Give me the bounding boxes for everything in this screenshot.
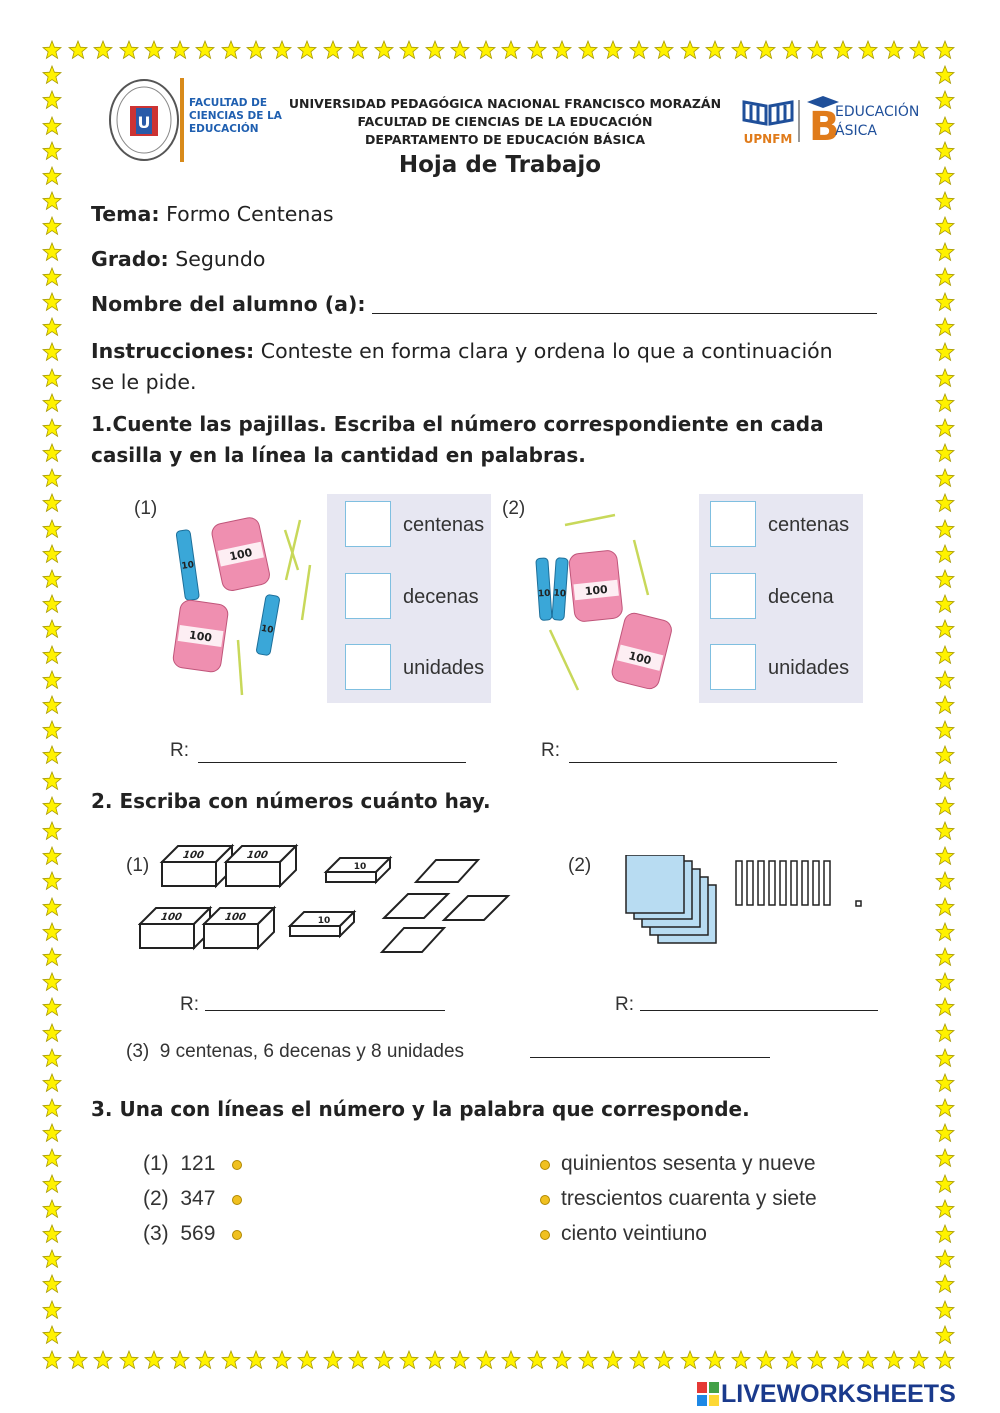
star-icon <box>731 1350 751 1370</box>
word-item-2: trescientos cuarenta y siete <box>561 1187 817 1210</box>
svg-text:100: 100 <box>180 849 206 861</box>
q1-answer-line-2[interactable] <box>569 762 837 763</box>
star-icon <box>93 1350 113 1370</box>
star-icon <box>476 1350 496 1370</box>
number-dot-1[interactable] <box>232 1160 242 1170</box>
star-icon <box>42 947 62 967</box>
star-icon <box>731 40 751 60</box>
star-icon <box>42 1325 62 1345</box>
star-icon <box>221 40 241 60</box>
svg-text:100: 100 <box>158 911 184 923</box>
star-icon <box>935 1174 955 1194</box>
word-dot-2[interactable] <box>540 1195 550 1205</box>
star-icon <box>858 40 878 60</box>
label-unidades-2: unidades <box>768 657 850 679</box>
star-icon <box>501 40 521 60</box>
star-icon <box>42 1098 62 1118</box>
star-icon <box>93 40 113 60</box>
star-icon <box>42 368 62 388</box>
star-icon <box>42 267 62 287</box>
star-icon <box>935 922 955 942</box>
q1-answer-line-1[interactable] <box>198 762 466 763</box>
star-icon <box>221 1350 241 1370</box>
star-icon <box>297 40 317 60</box>
star-icon <box>42 1300 62 1320</box>
star-icon <box>170 1350 190 1370</box>
star-icon <box>935 519 955 539</box>
star-icon <box>935 65 955 85</box>
university-name: UNIVERSIDAD PEDAGÓGICA NACIONAL FRANCISCO MORAZÁN <box>288 96 722 111</box>
star-icon <box>909 1350 929 1370</box>
department-name: DEPARTAMENTO DE EDUCACIÓN BÁSICA <box>365 132 645 147</box>
star-icon <box>552 1350 572 1370</box>
decenas-box-1[interactable] <box>345 573 391 619</box>
star-icon <box>42 342 62 362</box>
star-icon <box>807 40 827 60</box>
star-icon <box>374 40 394 60</box>
star-icon <box>246 1350 266 1370</box>
star-icon <box>935 1300 955 1320</box>
q1-ex1-number: (1) <box>134 498 158 519</box>
word-item-1: quinientos sesenta y nueve <box>561 1152 816 1175</box>
star-icon <box>450 40 470 60</box>
star-icon <box>935 1274 955 1294</box>
svg-text:B: B <box>809 104 840 144</box>
star-icon <box>705 1350 725 1370</box>
star-icon <box>42 871 62 891</box>
star-icon <box>935 418 955 438</box>
svg-text:10: 10 <box>537 588 551 600</box>
star-icon <box>935 1073 955 1093</box>
question-2: 2. Escriba con números cuánto hay. <box>91 789 491 813</box>
faculty-logo-bar <box>180 78 184 162</box>
star-icon <box>348 40 368 60</box>
star-icon <box>42 418 62 438</box>
star-icon <box>935 1350 955 1370</box>
star-icon <box>42 695 62 715</box>
star-icon <box>42 216 62 236</box>
star-icon <box>119 1350 139 1370</box>
star-icon <box>578 40 598 60</box>
star-icon <box>935 1123 955 1143</box>
instructions: Instrucciones: Conteste en forma clara y ordena lo que a continuación se le pide. <box>91 339 833 394</box>
star-icon <box>42 191 62 211</box>
star-icon <box>935 821 955 841</box>
star-icon <box>42 997 62 1017</box>
star-icon <box>42 468 62 488</box>
star-icon <box>42 493 62 513</box>
star-icon <box>42 594 62 614</box>
q2-answer-label-1: R: <box>180 994 199 1015</box>
svg-text:10: 10 <box>353 862 367 872</box>
star-icon <box>782 40 802 60</box>
star-icon <box>935 1199 955 1219</box>
star-icon <box>935 619 955 639</box>
star-icon <box>578 1350 598 1370</box>
star-icon <box>935 1148 955 1168</box>
star-icon <box>935 317 955 337</box>
svg-text:U: U <box>137 113 151 132</box>
number-item-2: (2) 347 <box>143 1187 216 1210</box>
star-icon <box>501 1350 521 1370</box>
star-icon <box>935 292 955 312</box>
star-icon <box>42 1350 62 1370</box>
star-icon <box>42 1249 62 1269</box>
star-icon <box>527 40 547 60</box>
base-ten-blocks-1 <box>138 838 518 958</box>
star-icon <box>935 1023 955 1043</box>
star-icon <box>399 1350 419 1370</box>
q2-answer-line-1[interactable] <box>205 1010 445 1011</box>
star-icon <box>935 1048 955 1068</box>
nombre-line: Nombre del alumno (a): <box>91 292 366 316</box>
star-icon <box>782 1350 802 1370</box>
star-icon <box>42 1199 62 1219</box>
label-centenas-2: centenas <box>768 514 850 536</box>
star-icon <box>935 1249 955 1269</box>
star-icon <box>935 1224 955 1244</box>
decena-box-2[interactable] <box>710 573 756 619</box>
word-dot-1[interactable] <box>540 1160 550 1170</box>
number-dot-2[interactable] <box>232 1195 242 1205</box>
grado-line: Grado: Segundo <box>91 247 266 271</box>
star-icon <box>603 1350 623 1370</box>
star-icon <box>705 40 725 60</box>
star-icon <box>756 1350 776 1370</box>
number-dot-3[interactable] <box>232 1230 242 1240</box>
star-icon <box>450 1350 470 1370</box>
label-decenas-1: decenas <box>403 586 479 608</box>
star-icon <box>935 267 955 287</box>
star-icon <box>272 1350 292 1370</box>
star-icon <box>935 720 955 740</box>
star-icon <box>884 40 904 60</box>
star-icon <box>119 40 139 60</box>
star-icon <box>935 141 955 161</box>
star-icon <box>935 695 955 715</box>
star-icon <box>42 116 62 136</box>
label-unidades-1: unidades <box>403 657 485 679</box>
star-icon <box>680 1350 700 1370</box>
star-icon <box>42 1123 62 1143</box>
q2-item3: (3) 9 centenas, 6 decenas y 8 unidades <box>126 1041 465 1062</box>
star-icon <box>833 40 853 60</box>
star-icon <box>935 368 955 388</box>
star-icon <box>42 166 62 186</box>
star-icon <box>42 972 62 992</box>
star-icon <box>654 1350 674 1370</box>
star-icon <box>858 1350 878 1370</box>
star-icon <box>935 1325 955 1345</box>
liveworksheets-icon <box>697 1382 719 1406</box>
star-icon <box>935 191 955 211</box>
star-icon <box>935 897 955 917</box>
tema-line: Tema: Formo Centenas <box>91 202 334 226</box>
star-icon <box>909 40 929 60</box>
svg-text:10: 10 <box>260 623 275 636</box>
star-icon <box>42 393 62 413</box>
star-icon <box>884 1350 904 1370</box>
star-icon <box>42 720 62 740</box>
star-icon <box>42 443 62 463</box>
star-icon <box>756 40 776 60</box>
star-icon <box>42 1023 62 1043</box>
star-icon <box>42 65 62 85</box>
q2-ex1-number: (1) <box>126 855 150 876</box>
q2-ex2-number: (2) <box>568 855 592 876</box>
star-icon <box>935 342 955 362</box>
page-title: Hoja de Trabajo <box>398 152 602 178</box>
star-icon <box>935 216 955 236</box>
word-dot-3[interactable] <box>540 1230 550 1240</box>
centenas-box-1[interactable] <box>345 501 391 547</box>
star-icon <box>680 40 700 60</box>
star-icon <box>42 242 62 262</box>
star-icon <box>935 90 955 110</box>
star-icon <box>144 40 164 60</box>
star-icon <box>42 569 62 589</box>
star-icon <box>195 40 215 60</box>
faculty-logo-text: FACULTAD DE CIENCIAS DE LA EDUCACIÓN <box>189 97 282 135</box>
star-icon <box>42 1048 62 1068</box>
star-icon <box>42 141 62 161</box>
question-1: 1.Cuente las pajillas. Escriba el número correspondiente en cada casilla y en la línea la cantidad en palabras. <box>91 412 824 467</box>
star-icon <box>42 1174 62 1194</box>
star-icon <box>935 771 955 791</box>
label-decena-2: decena <box>768 586 834 608</box>
centenas-box-2[interactable] <box>710 501 756 547</box>
star-icon <box>935 796 955 816</box>
educacion-basica-logo: B EDUCACIÓN ÁSICA <box>805 96 930 144</box>
star-icon <box>935 1098 955 1118</box>
q1-answer-label-2: R: <box>541 740 560 761</box>
star-icon <box>935 745 955 765</box>
svg-text:100: 100 <box>584 582 609 599</box>
star-icon <box>42 670 62 690</box>
q2-answer-label-2: R: <box>615 994 634 1015</box>
star-icon <box>348 1350 368 1370</box>
star-icon <box>935 40 955 60</box>
star-icon <box>935 544 955 564</box>
q2-answer-line-2[interactable] <box>640 1010 878 1011</box>
star-icon <box>42 90 62 110</box>
star-icon <box>42 1073 62 1093</box>
star-icon <box>935 393 955 413</box>
star-icon <box>833 1350 853 1370</box>
star-icon <box>42 1224 62 1244</box>
star-icon <box>807 1350 827 1370</box>
star-icon <box>42 645 62 665</box>
unidades-box-1[interactable] <box>345 644 391 690</box>
star-icon <box>42 1148 62 1168</box>
question-3: 3. Una con líneas el número y la palabra que corresponde. <box>91 1097 750 1121</box>
number-item-1: (1) 121 <box>143 1152 216 1175</box>
svg-text:10: 10 <box>180 560 195 572</box>
star-icon <box>246 40 266 60</box>
star-icon <box>654 40 674 60</box>
star-icon <box>42 292 62 312</box>
svg-text:100: 100 <box>222 911 248 923</box>
star-icon <box>42 796 62 816</box>
star-icon <box>272 40 292 60</box>
student-name-input[interactable] <box>372 313 877 314</box>
star-icon <box>935 116 955 136</box>
straws-illustration-1 <box>160 510 330 700</box>
q1-ex2-number: (2) <box>502 498 526 519</box>
faculty-seal-logo <box>108 78 180 162</box>
star-icon <box>935 468 955 488</box>
star-icon <box>144 1350 164 1370</box>
star-icon <box>68 1350 88 1370</box>
star-icon <box>42 771 62 791</box>
star-icon <box>425 40 445 60</box>
star-icon <box>374 1350 394 1370</box>
star-icon <box>629 40 649 60</box>
word-item-3: ciento veintiuno <box>561 1222 707 1245</box>
star-icon <box>42 40 62 60</box>
star-icon <box>527 1350 547 1370</box>
star-icon <box>935 242 955 262</box>
star-icon <box>42 519 62 539</box>
star-icon <box>935 947 955 967</box>
star-icon <box>42 544 62 564</box>
star-icon <box>935 569 955 589</box>
star-icon <box>629 1350 649 1370</box>
faculty-name: FACULTAD DE CIENCIAS DE LA EDUCACIÓN <box>357 114 653 129</box>
star-icon <box>935 166 955 186</box>
star-icon <box>68 40 88 60</box>
star-icon <box>42 897 62 917</box>
star-icon <box>935 846 955 866</box>
star-icon <box>42 1274 62 1294</box>
star-icon <box>552 40 572 60</box>
star-icon <box>476 40 496 60</box>
svg-text:100: 100 <box>627 649 653 668</box>
svg-text:100: 100 <box>228 545 254 564</box>
logo-divider <box>798 100 800 142</box>
star-icon <box>42 922 62 942</box>
star-icon <box>42 846 62 866</box>
star-icon <box>42 619 62 639</box>
header-institution <box>275 95 735 149</box>
star-icon <box>42 821 62 841</box>
star-icon <box>195 1350 215 1370</box>
star-icon <box>399 40 419 60</box>
unidades-box-2[interactable] <box>710 644 756 690</box>
star-icon <box>323 40 343 60</box>
q1-answer-label-1: R: <box>170 740 189 761</box>
star-icon <box>935 997 955 1017</box>
star-icon <box>935 594 955 614</box>
svg-text:10: 10 <box>317 916 331 926</box>
star-icon <box>323 1350 343 1370</box>
q2-item3-answer-line[interactable] <box>530 1057 770 1058</box>
star-icon <box>935 443 955 463</box>
label-centenas-1: centenas <box>403 514 485 536</box>
star-icon <box>425 1350 445 1370</box>
upnfm-logo: UPNFM <box>740 96 796 144</box>
star-icon <box>935 972 955 992</box>
star-icon <box>42 317 62 337</box>
straws-illustration-2 <box>530 510 700 700</box>
star-icon <box>935 493 955 513</box>
svg-text:100: 100 <box>188 628 213 645</box>
star-icon <box>935 871 955 891</box>
star-icon <box>603 40 623 60</box>
star-icon <box>42 745 62 765</box>
star-icon <box>935 645 955 665</box>
svg-text:10: 10 <box>553 588 567 600</box>
star-icon <box>935 670 955 690</box>
star-icon <box>297 1350 317 1370</box>
base-ten-blocks-2 <box>622 855 872 955</box>
star-icon <box>170 40 190 60</box>
number-item-3: (3) 569 <box>143 1222 216 1245</box>
svg-text:100: 100 <box>244 849 270 861</box>
